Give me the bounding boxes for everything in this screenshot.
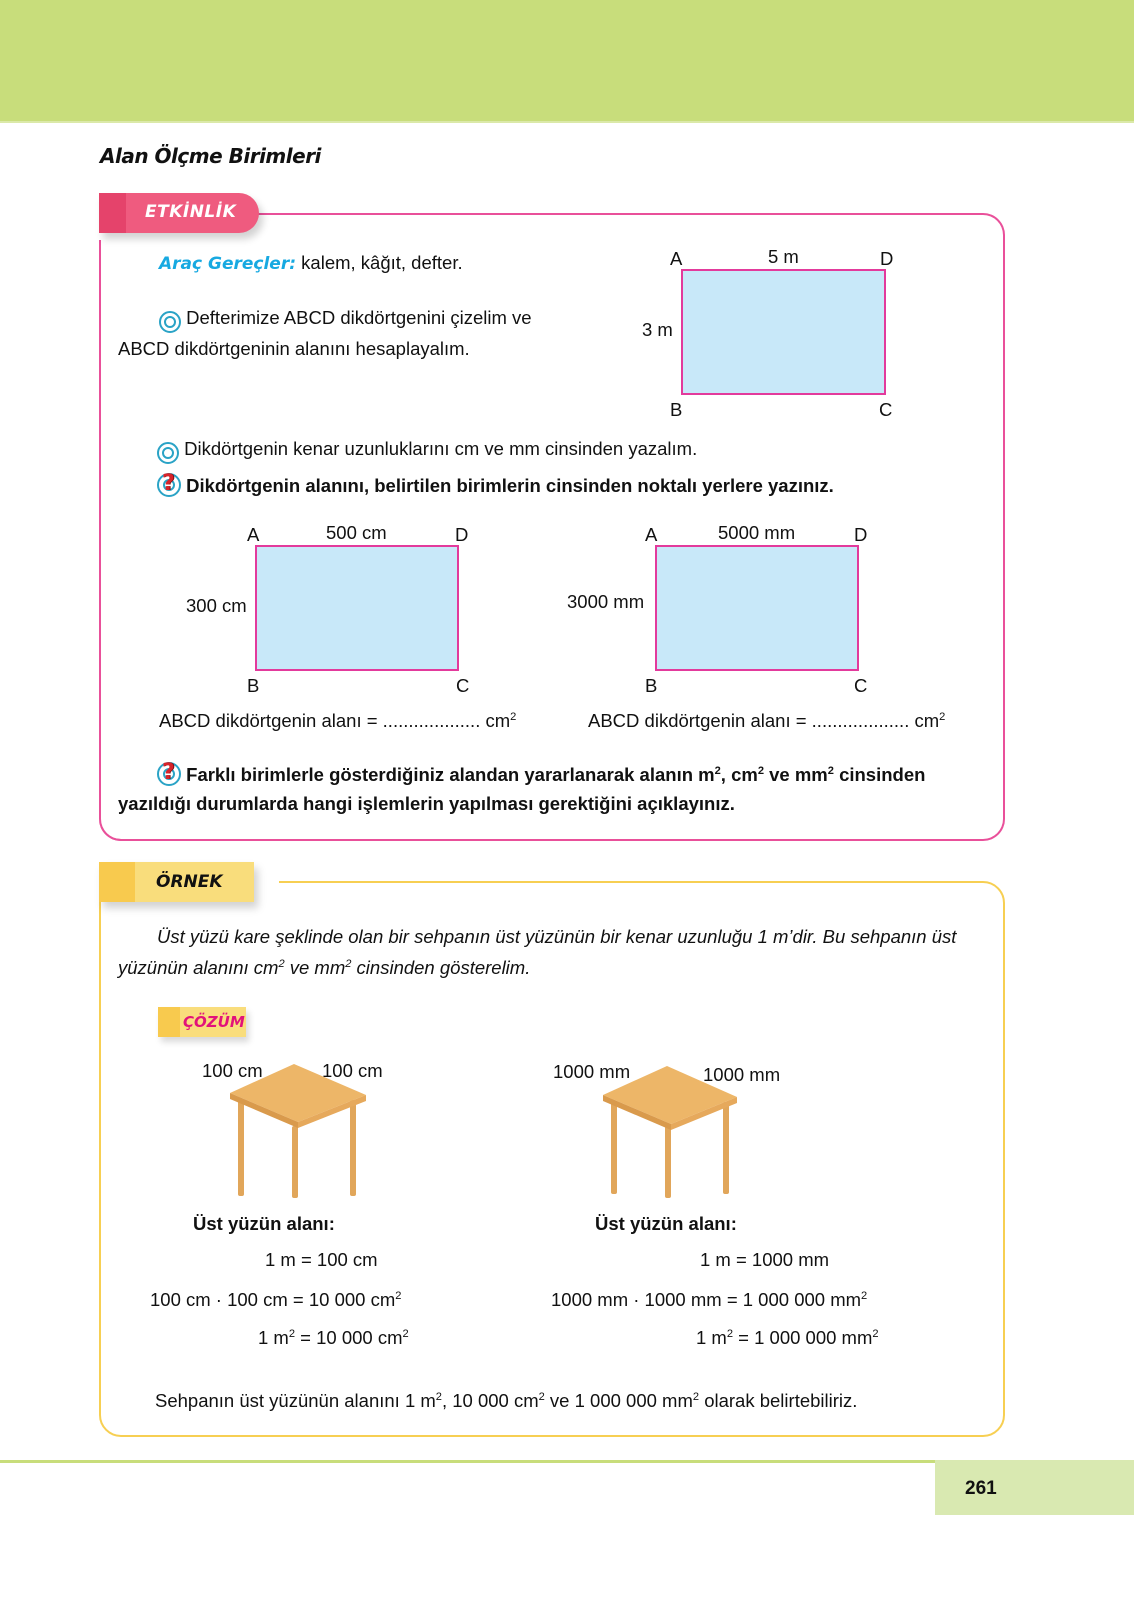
table-dim-right: 1000 mm (703, 1064, 781, 1085)
left-line3 (258, 1326, 409, 1349)
label-B: B (670, 399, 683, 420)
calc-text: 1 m (258, 1327, 289, 1348)
left-heading: Üst yüzün alanı: (193, 1213, 335, 1234)
etkinlik-tab-label: ETKİNLİK (145, 202, 237, 222)
tab-accent (99, 193, 126, 233)
step2-text: Dikdörtgenin kenar uzunluklarını cm ve mm cinsinden yazalım. (184, 438, 698, 459)
question1-line (157, 473, 834, 497)
calc-text: 1 m (696, 1327, 727, 1348)
superscript: 2 (939, 710, 946, 723)
table-dim-right: 100 cm (322, 1060, 383, 1081)
label-D: D (455, 524, 469, 545)
label-side-length: 3000 mm (567, 591, 645, 612)
conclusion-line (155, 1389, 857, 1412)
problem-line1: Üst yüzü kare şeklinde olan bir sehpanın üst yüzünün bir kenar uzunluğu 1 m’dir. Bu sehpanın üst (157, 926, 957, 947)
label-A: A (670, 248, 683, 269)
calc-text: 1000 mm · 1000 mm = 1 000 000 mm (551, 1289, 862, 1310)
step1-text: Defterimize ABCD dikdörtgenini çizelim ve (186, 307, 532, 328)
question2-line2: yazıldığı durumlarda hangi işlemlerin yapılması gerektiğini açıklayınız. (118, 793, 735, 814)
conclusion-text: Sehpanın üst yüzünün alanını 1 m (155, 1390, 436, 1411)
table-dim-left: 100 cm (202, 1060, 263, 1081)
q2-text: cinsinden (833, 764, 926, 785)
tools-label: Araç Gereçler: (159, 254, 297, 274)
step2-line (157, 437, 697, 464)
tools-text: kalem, kâğıt, defter. (301, 252, 463, 273)
ornek-tab-label: ÖRNEK (156, 872, 223, 892)
label-side-length: 3 m (642, 319, 673, 340)
conclusion-text: olarak belirtebiliriz. (699, 1390, 858, 1411)
calc-text: = 1 000 000 mm (733, 1327, 873, 1348)
superscript: 2 (692, 1390, 700, 1403)
right-line3 (696, 1326, 879, 1349)
label-top-length: 5000 mm (718, 522, 796, 543)
q2-text: , cm (720, 764, 758, 785)
right-heading: Üst yüzün alanı: (595, 1213, 737, 1234)
calc-text: 100 cm · 100 cm = 10 000 cm (150, 1289, 396, 1310)
superscript: 2 (827, 764, 834, 777)
superscript: 2 (402, 1327, 409, 1340)
superscript: 2 (757, 764, 764, 777)
q2-text: Farklı birimlerle gösterdiğiniz alandan yararlanarak alanın m (186, 764, 715, 785)
area-answer-text: ABCD dikdörtgenin alanı = ................... cm (588, 710, 940, 731)
superscript: 2 (345, 957, 352, 970)
label-B: B (247, 675, 260, 696)
question-icon: ? (157, 473, 181, 497)
label-B: B (645, 675, 658, 696)
step1-line1 (159, 306, 532, 333)
rectangle-abcd-mm (655, 545, 859, 671)
target-icon (159, 311, 181, 333)
superscript: 2 (861, 1289, 868, 1302)
label-C: C (854, 675, 868, 696)
section-title: Alan Ölçme Birimleri (100, 144, 321, 168)
q2-text: ve mm (764, 764, 828, 785)
superscript: 2 (714, 764, 721, 777)
question-icon: ? (157, 762, 181, 786)
label-A: A (247, 524, 260, 545)
problem-line2 (118, 956, 530, 979)
superscript: 2 (395, 1289, 402, 1302)
superscript: 2 (288, 1327, 296, 1340)
cozum-tab (158, 1007, 246, 1037)
problem-text: cinsinden gösterelim. (351, 957, 531, 978)
area-answer-cm (159, 709, 516, 732)
label-D: D (854, 524, 868, 545)
page-number: 261 (965, 1478, 997, 1499)
superscript: 2 (278, 957, 285, 970)
label-C: C (456, 675, 470, 696)
right-line2 (551, 1288, 867, 1311)
problem-text: yüzünün alanını cm (118, 957, 279, 978)
tab-accent (158, 1007, 180, 1037)
label-top-length: 5 m (768, 246, 799, 267)
superscript: 2 (538, 1390, 545, 1403)
tab-accent (99, 862, 135, 902)
cozum-tab-label: ÇÖZÜM (183, 1013, 245, 1031)
left-line2 (150, 1288, 401, 1311)
step1-line2: ABCD dikdörtgeninin alanını hesaplayalım. (118, 338, 470, 359)
conclusion-text: , 10 000 cm (441, 1390, 539, 1411)
label-A: A (645, 524, 658, 545)
superscript: 2 (510, 710, 517, 723)
table-illustration (228, 1060, 370, 1200)
tools-line (159, 251, 463, 275)
conclusion-text: ve 1 000 000 mm (544, 1390, 693, 1411)
etkinlik-panel-left-border (99, 240, 123, 841)
question2-line1 (157, 762, 925, 786)
superscript: 2 (726, 1327, 734, 1340)
label-top-length: 500 cm (326, 522, 387, 543)
calc-text: = 10 000 cm (295, 1327, 403, 1348)
header-band (0, 0, 1134, 123)
label-D: D (880, 248, 894, 269)
area-answer-text: ABCD dikdörtgenin alanı = ................... cm (159, 710, 511, 731)
target-icon (157, 442, 179, 464)
area-answer-mm (588, 709, 945, 732)
rectangle-abcd-m (681, 269, 886, 395)
superscript: 2 (872, 1327, 879, 1340)
left-line1: 1 m = 100 cm (265, 1249, 378, 1270)
table-dim-left: 1000 mm (553, 1061, 631, 1082)
label-side-length: 300 cm (186, 595, 247, 616)
superscript: 2 (435, 1390, 442, 1403)
label-C: C (879, 399, 893, 420)
rectangle-abcd-cm (255, 545, 459, 671)
question1-text: Dikdörtgenin alanını, belirtilen birimlerin cinsinden noktalı yerlere yazınız. (186, 475, 834, 496)
right-line1: 1 m = 1000 mm (700, 1249, 830, 1270)
ornek-tab (99, 862, 254, 902)
etkinlik-tab (99, 193, 259, 233)
problem-text: ve mm (284, 957, 346, 978)
table-illustration (603, 1064, 741, 1200)
